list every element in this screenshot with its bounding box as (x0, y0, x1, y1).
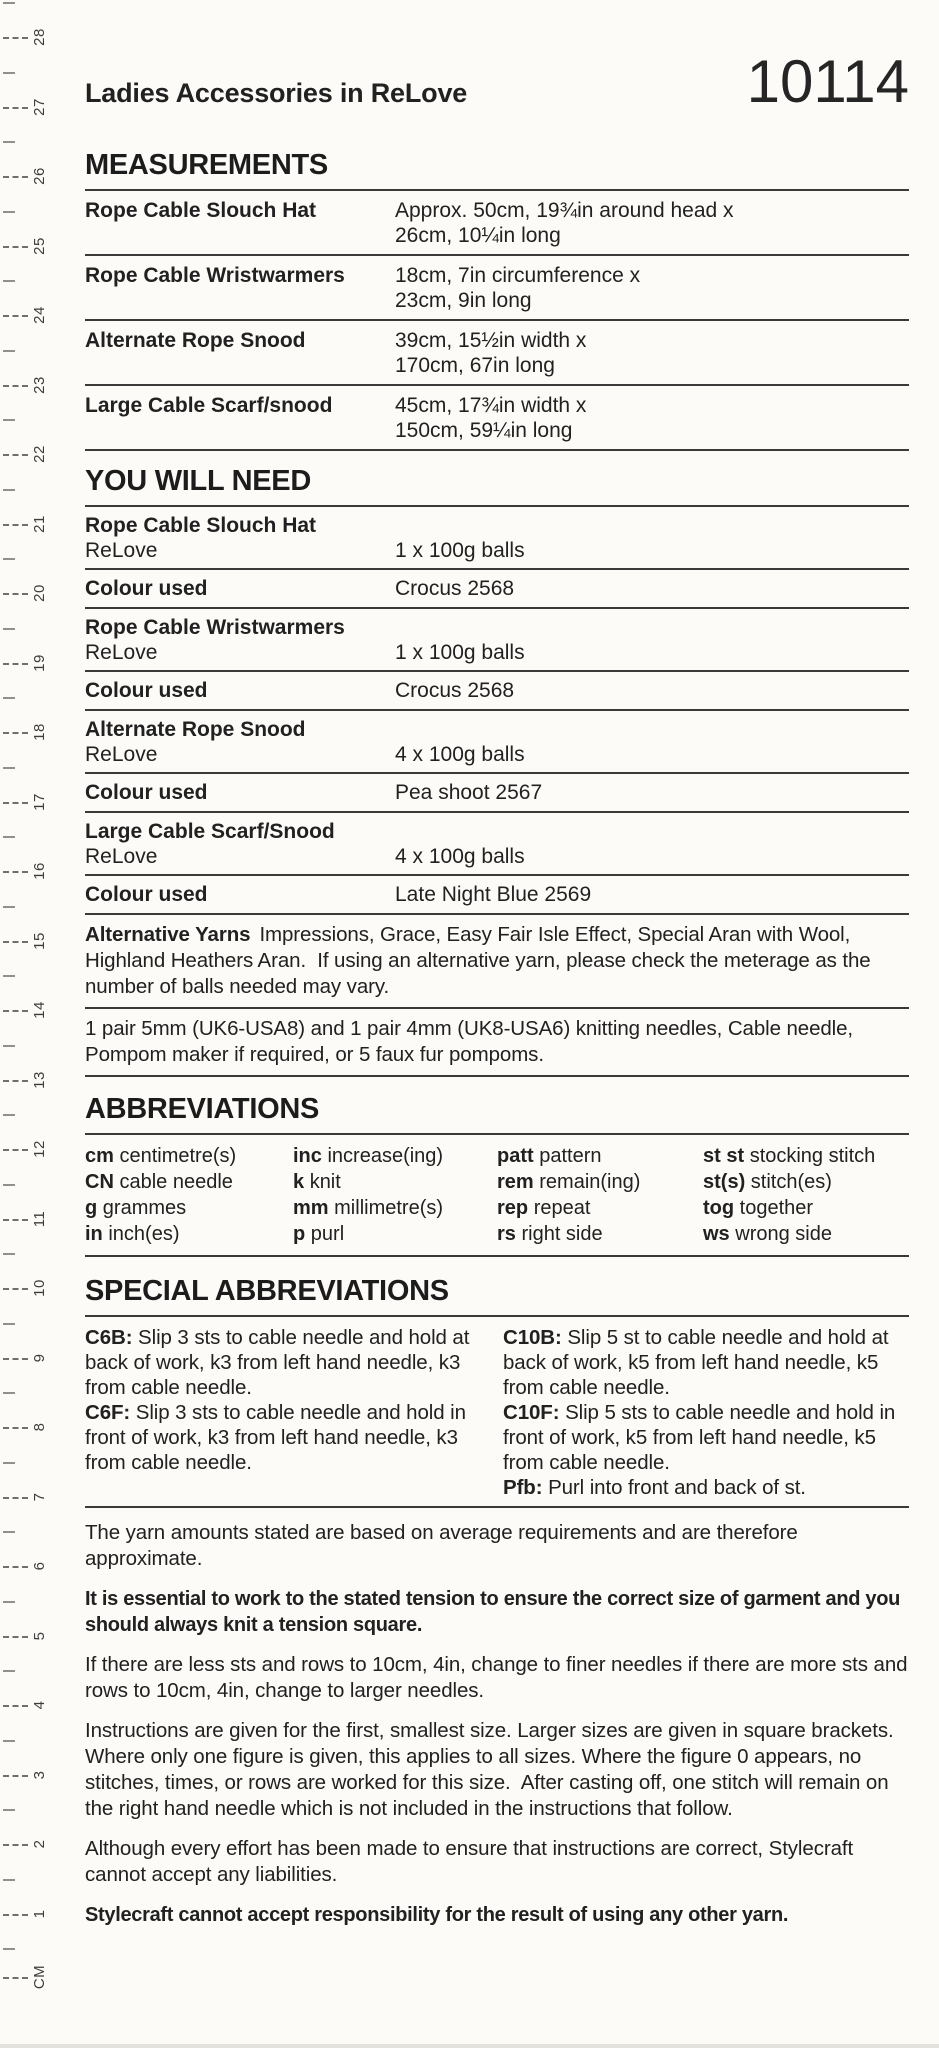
ruler-number-label: 18 (30, 723, 48, 741)
table-row (85, 742, 909, 772)
ruler-major-tick (3, 732, 28, 734)
special-abbr-right-column (503, 1325, 909, 1500)
table-row (85, 256, 909, 321)
abbr-column (85, 1143, 293, 1247)
yarn-amount: 1 x 100g balls (395, 539, 525, 562)
you-will-need-heading: YOU WILL NEED (85, 465, 311, 497)
ruler-major-tick (3, 1914, 28, 1916)
table-row (85, 672, 909, 711)
abbr-def: purl (310, 1223, 345, 1245)
item-label: Large Cable Scarf/snood (85, 394, 333, 417)
ruler-number-label: 13 (30, 1070, 48, 1089)
abbr-term: rem (497, 1171, 534, 1193)
abbreviations-grid (85, 1135, 909, 1257)
colour-used-label: Colour used (85, 883, 208, 906)
value-line: Approx. 50cm, 19¾in around head x (395, 199, 734, 222)
pattern-number: 10114 (746, 48, 909, 115)
abbreviations-heading: ABBREVIATIONS (85, 1093, 320, 1125)
scan-edge (0, 2044, 939, 2048)
abbr-item (293, 1221, 497, 1247)
ruler-major-tick (3, 1566, 28, 1568)
ruler-number-label: 15 (30, 931, 48, 950)
ruler-minor-tick (3, 1948, 15, 1950)
abbr-item (293, 1169, 497, 1195)
ruler-number-label: 27 (30, 97, 48, 116)
ruler-unit-label: CM (30, 1964, 48, 1989)
abbr-def: Purl into front and back of st. (548, 1476, 806, 1499)
ruler-number-label: 19 (30, 653, 48, 672)
ruler-number-label: 6 (30, 1561, 48, 1571)
colour-value: Crocus 2568 (395, 577, 515, 600)
yarn-name: ReLove (85, 539, 158, 562)
you-will-need-section (85, 466, 909, 1077)
tension-note: It is essential to work to the stated tension to ensure the correct size of garment and you should always knit a tension square. (85, 1588, 906, 1636)
ruler-minor-tick (3, 1670, 15, 1672)
ruler-minor-tick (3, 1323, 15, 1325)
abbr-def: together (739, 1197, 814, 1219)
note-paragraph: Instructions are given for the first, smallest size. Larger sizes are given in square brackets. Where only one figure is given, this applies to all sizes. Where the figure 0 appears, no stitches, times, or rows are worked for this size. After casting off, one stitch will remain on the right hand needle which is not included in the instructions that follow. (85, 1719, 900, 1820)
abbr-item (703, 1221, 909, 1247)
value-line: 170cm, 67in long (395, 354, 555, 377)
colour-value: Late Night Blue 2569 (395, 883, 592, 906)
abbr-term: p (293, 1223, 306, 1245)
ruler-number-label: 11 (30, 1210, 48, 1227)
abbr-column (703, 1143, 909, 1247)
abbr-term: rep (497, 1197, 529, 1219)
ruler-number-label: 4 (30, 1700, 48, 1710)
ruler-major-tick (3, 802, 28, 804)
abbr-item (85, 1195, 293, 1221)
colour-used-label: Colour used (85, 577, 208, 600)
colour-used-label: Colour used (85, 781, 208, 804)
ruler-number-label: 5 (30, 1631, 48, 1640)
ruler-number-label: 8 (30, 1422, 48, 1432)
ruler-minor-tick (3, 350, 15, 352)
ruler-number-label: 21 (30, 514, 48, 533)
ruler-number-label: 17 (30, 792, 48, 811)
abbr-def: cable needle (119, 1171, 233, 1193)
abbr-term: st st (703, 1145, 745, 1167)
table-row (85, 876, 909, 915)
notes-section (85, 1520, 914, 1942)
abbr-item (497, 1143, 703, 1169)
ruler-major-tick (3, 37, 28, 39)
abbr-item (497, 1169, 703, 1195)
item-label: Rope Cable Slouch Hat (85, 199, 317, 222)
page-title: Ladies Accessories in ReLove (85, 78, 468, 108)
colour-value: Crocus 2568 (395, 679, 515, 702)
ruler-minor-tick (3, 1253, 15, 1255)
ruler-minor-tick (3, 1601, 15, 1603)
ruler-minor-tick (3, 1045, 15, 1047)
measurements-section (85, 150, 909, 451)
value-line: 39cm, 15½in width x (395, 329, 587, 352)
note-paragraph: If there are less sts and rows to 10cm, 4in, change to finer needles if there are more sts and rows to 10cm, 4in, change to larger needles. (85, 1653, 914, 1702)
abbr-term: mm (293, 1197, 329, 1219)
alternative-yarns-label: Alternative Yarns (85, 923, 251, 946)
abbr-term: C10B: (503, 1326, 562, 1349)
abbr-term: rs (497, 1223, 516, 1245)
colour-used-label: Colour used (85, 679, 208, 702)
abbr-term: ws (703, 1223, 730, 1245)
ruler-minor-tick (3, 211, 15, 213)
ruler-major-tick (3, 315, 28, 317)
value-line: 18cm, 7in circumference x (395, 264, 641, 287)
abbr-term: k (293, 1171, 305, 1193)
yarn-amount: 4 x 100g balls (395, 743, 525, 766)
abbr-def: right side (521, 1223, 603, 1245)
special-abbr-columns (85, 1317, 909, 1508)
group-name: Rope Cable Wristwarmers (85, 616, 345, 639)
ruler-minor-tick (3, 72, 15, 74)
ruler-number-label: 22 (30, 445, 48, 463)
abbr-item (497, 1221, 703, 1247)
item-value (395, 328, 909, 378)
ruler-major-tick (3, 663, 28, 665)
abbr-def: knit (309, 1171, 341, 1193)
yarn-amount: 4 x 100g balls (395, 845, 525, 868)
note-paragraph: The yarn amounts stated are based on average requirements and are therefore approximate. (85, 1521, 804, 1570)
ruler-minor-tick (3, 1114, 15, 1116)
ruler-minor-tick (3, 2, 15, 4)
table-row (85, 640, 909, 670)
abbr-column (497, 1143, 703, 1247)
alternative-yarns-text: Impressions, Grace, Easy Fair Isle Effect, Special Aran with Wool, Highland Heathers Aran. If using an alternative yarn, please check the meterage as the number of balls needed may vary. (85, 923, 877, 998)
ruler-minor-tick (3, 628, 15, 630)
item-value (395, 263, 909, 313)
ruler-minor-tick (3, 767, 15, 769)
ruler-number-label: 1 (30, 1909, 48, 1918)
ruler-minor-tick (3, 1531, 15, 1533)
ruler-major-tick (3, 1358, 28, 1360)
item-value (395, 198, 909, 248)
ruler-number-label: 10 (30, 1279, 48, 1297)
abbr-term: g (85, 1197, 98, 1219)
abbr-column (293, 1143, 497, 1247)
yarn-amount: 1 x 100g balls (395, 641, 525, 664)
abbr-term: C6F: (85, 1401, 131, 1424)
ruler-number-label: 12 (30, 1140, 48, 1158)
abbr-term: Pfb: (503, 1476, 543, 1499)
ruler-number-label: 9 (30, 1353, 48, 1362)
alternative-yarns-paragraph (85, 915, 909, 1009)
abbr-item (85, 1221, 293, 1247)
group-name: Alternate Rope Snood (85, 718, 306, 741)
ruler-major-tick (3, 1977, 28, 1979)
ruler-major-tick (3, 871, 28, 873)
needles-text: 1 pair 5mm (UK6-USA8) and 1 pair 4mm (UK8-USA6) knitting needles, Cable needle, Pompom maker if required, or 5 faux fur pompoms. (85, 1017, 859, 1066)
ruler-major-tick (3, 1288, 28, 1290)
ruler-minor-tick (3, 280, 15, 282)
abbr-item (293, 1195, 497, 1221)
ruler-major-tick (3, 1219, 28, 1221)
abbr-item (293, 1143, 497, 1169)
ruler-major-tick (3, 385, 28, 387)
abbr-def: millimetre(s) (334, 1197, 444, 1219)
note-paragraph: Although every effort has been made to ensure that instructions are correct, Stylecraft cannot accept any liabilities. (85, 1837, 859, 1886)
value-line: 45cm, 17¾in width x (395, 394, 587, 417)
abbr-item (703, 1143, 909, 1169)
ruler-major-tick (3, 454, 28, 456)
cm-ruler (0, 0, 62, 2048)
abbr-def: repeat (533, 1197, 591, 1219)
abbr-term: in (85, 1223, 103, 1245)
ruler-major-tick (3, 176, 28, 178)
ruler-major-tick (3, 524, 28, 526)
ruler-major-tick (3, 1010, 28, 1012)
ruler-minor-tick (3, 906, 15, 908)
abbr-term: patt (497, 1145, 534, 1167)
special-abbreviations-section (85, 1276, 909, 1508)
group-name: Rope Cable Slouch Hat (85, 514, 317, 537)
ruler-major-tick (3, 1636, 28, 1638)
table-row (85, 844, 909, 874)
value-line: 26cm, 10¼in long (395, 224, 561, 247)
ruler-minor-tick (3, 419, 15, 421)
abbr-def: stitch(es) (750, 1171, 832, 1193)
ruler-number-label: 7 (30, 1492, 48, 1501)
special-abbr-left-column (85, 1325, 485, 1500)
item-label: Rope Cable Wristwarmers (85, 264, 345, 287)
disclaimer-note: Stylecraft cannot accept responsibility for the result of using any other yarn. (85, 1904, 789, 1926)
table-row (85, 538, 909, 568)
abbr-item (85, 1169, 293, 1195)
value-line: 23cm, 9in long (395, 289, 532, 312)
ruler-major-tick (3, 1427, 28, 1429)
needles-paragraph (85, 1009, 909, 1077)
ruler-number-label: 28 (30, 28, 48, 46)
ruler-major-tick (3, 593, 28, 595)
ruler-number-label: 2 (30, 1839, 48, 1849)
ruler-minor-tick (3, 697, 15, 699)
ruler-number-label: 24 (30, 306, 48, 324)
abbr-def: wrong side (735, 1223, 832, 1245)
yarn-group (85, 609, 909, 672)
abbr-item (703, 1169, 909, 1195)
abbr-term: st(s) (703, 1171, 746, 1193)
ruler-minor-tick (3, 975, 15, 977)
ruler-major-tick (3, 1080, 28, 1082)
abbr-def: centimetre(s) (119, 1145, 237, 1167)
abbr-term: CN (85, 1171, 114, 1193)
value-line: 150cm, 59¼in long (395, 419, 573, 442)
table-row (85, 774, 909, 813)
ruler-number-label: 3 (30, 1770, 48, 1779)
abbr-def: stocking stitch (749, 1145, 876, 1167)
ruler-number-label: 23 (30, 375, 48, 394)
group-name: Large Cable Scarf/Snood (85, 820, 335, 843)
colour-value: Pea shoot 2567 (395, 781, 543, 804)
ruler-number-label: 14 (30, 1001, 48, 1019)
ruler-minor-tick (3, 141, 15, 143)
ruler-number-label: 16 (30, 862, 48, 880)
yarn-name: ReLove (85, 743, 158, 766)
yarn-group (85, 711, 909, 774)
abbr-def: Slip 5 st to cable needle and hold at back of work, k5 from left hand needle, k5 from cable needle. (503, 1326, 889, 1399)
ruler-minor-tick (3, 1462, 15, 1464)
yarn-name: ReLove (85, 845, 158, 868)
abbr-item (703, 1195, 909, 1221)
abbr-def: remain(ing) (539, 1171, 641, 1193)
special-abbr-item (503, 1475, 909, 1500)
ruler-minor-tick (3, 1809, 15, 1811)
abbr-term: C6B: (85, 1326, 133, 1349)
abbr-term: cm (85, 1145, 114, 1167)
ruler-minor-tick (3, 1879, 15, 1881)
ruler-major-tick (3, 1775, 28, 1777)
yarn-group (85, 507, 909, 570)
ruler-minor-tick (3, 836, 15, 838)
abbr-term: inc (293, 1145, 322, 1167)
table-row (85, 386, 909, 451)
abbr-term: tog (703, 1197, 735, 1219)
special-abbr-item (85, 1325, 485, 1400)
ruler-minor-tick (3, 1184, 15, 1186)
yarn-name: ReLove (85, 641, 158, 664)
ruler-major-tick (3, 1844, 28, 1846)
abbr-def: pattern (539, 1145, 602, 1167)
ruler-major-tick (3, 1705, 28, 1707)
abbr-def: Slip 3 sts to cable needle and hold at back of work, k3 from left hand needle, k3 from cable needle. (85, 1326, 470, 1399)
special-abbr-item (85, 1400, 485, 1475)
ruler-major-tick (3, 1149, 28, 1151)
yarn-group (85, 813, 909, 876)
abbr-def: Slip 5 sts to cable needle and hold in front of work, k5 from left hand needle, k5 from cable needle. (503, 1401, 896, 1474)
table-row (85, 191, 909, 256)
ruler-minor-tick (3, 1392, 15, 1394)
ruler-major-tick (3, 941, 28, 943)
item-value (395, 393, 909, 443)
ruler-number-label: 26 (30, 167, 48, 185)
special-abbr-item (503, 1325, 909, 1400)
ruler-major-tick (3, 246, 28, 248)
abbr-def: grammes (102, 1197, 187, 1219)
special-abbr-item (503, 1400, 909, 1475)
abbr-item (497, 1195, 703, 1221)
ruler-minor-tick (3, 558, 15, 560)
abbr-item (85, 1143, 293, 1169)
abbr-def: increase(ing) (327, 1145, 444, 1167)
item-label: Alternate Rope Snood (85, 329, 306, 352)
abbr-def: inch(es) (108, 1223, 180, 1245)
abbr-term: C10F: (503, 1401, 560, 1424)
ruler-major-tick (3, 1497, 28, 1499)
ruler-number-label: 20 (30, 584, 48, 602)
abbr-def: Slip 3 sts to cable needle and hold in front of work, k3 from left hand needle, k3 from cable needle. (85, 1401, 466, 1474)
ruler-major-tick (3, 107, 28, 109)
abbreviations-section (85, 1094, 909, 1257)
table-row (85, 570, 909, 609)
page-header (85, 48, 909, 115)
ruler-minor-tick (3, 489, 15, 491)
measurements-heading: MEASUREMENTS (85, 149, 328, 181)
special-abbreviations-heading: SPECIAL ABBREVIATIONS (85, 1275, 449, 1307)
ruler-number-label: 25 (30, 236, 48, 255)
table-row (85, 321, 909, 386)
ruler-minor-tick (3, 1740, 15, 1742)
